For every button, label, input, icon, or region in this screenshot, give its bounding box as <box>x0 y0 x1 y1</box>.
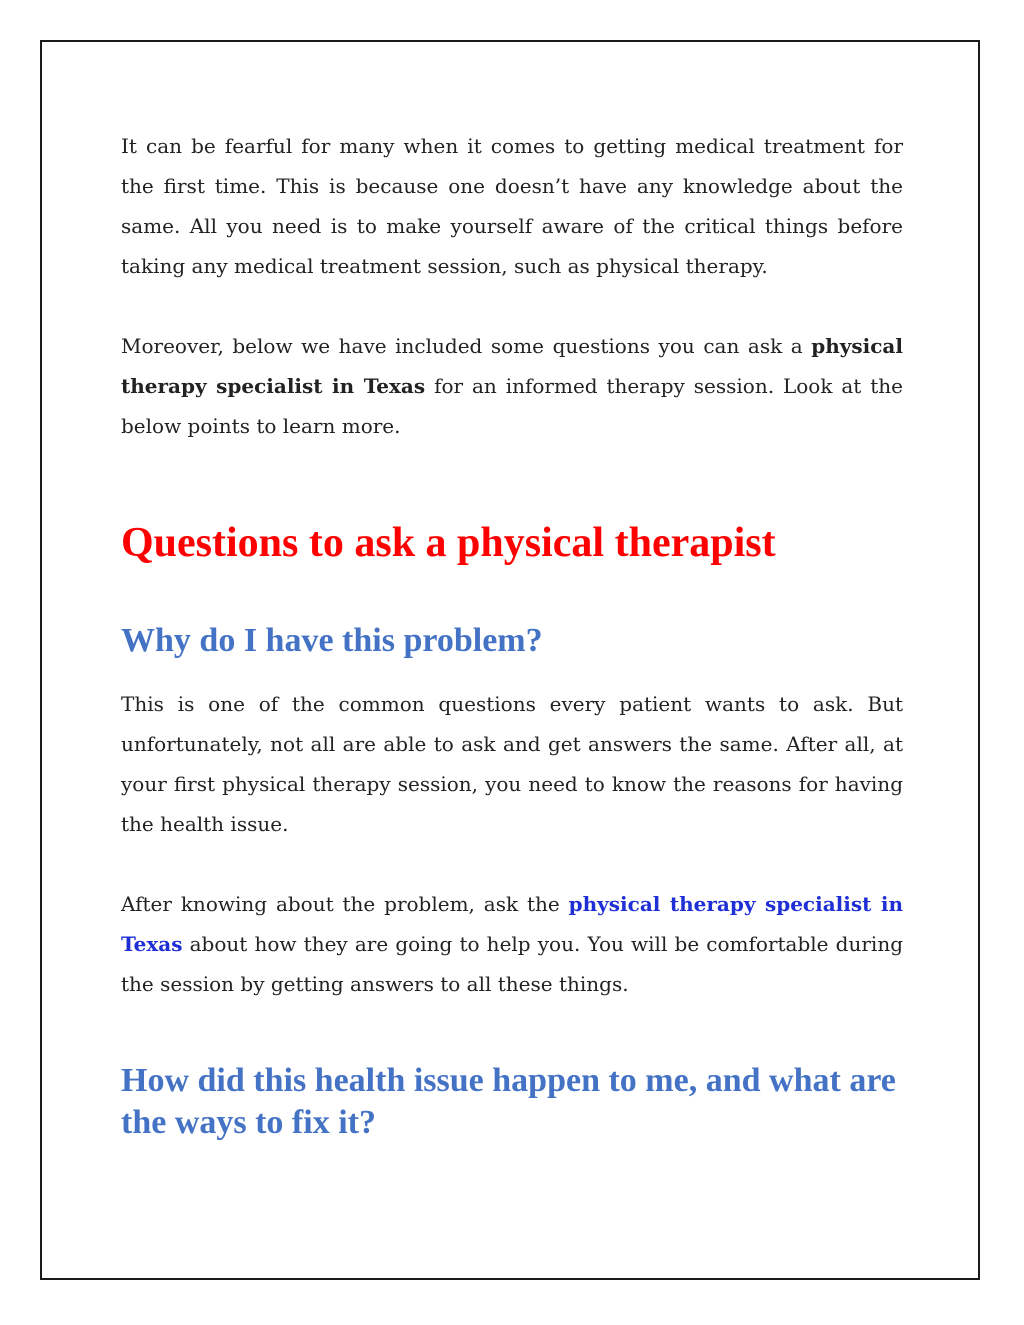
intro-paragraph: It can be fearful for many when it comes to getting medical treatment for the first time. This is because one doesn’t have any knowledge about the same. All you need is to make yourself aware of the critical things before taking any medical treatment session, such as physical therapy. <box>121 134 903 278</box>
section-why-paragraph-1: This is one of the common questions every patient wants to ask. But unfortunately, not all are able to ask and get answers the same. After all, at your first physical therapy session, you need to know the reasons for having the health issue. <box>121 692 903 836</box>
moreover-bold-phrase: physical therapy specialist in Texas <box>121 334 903 398</box>
document-body <box>121 126 903 1144</box>
paragraph-text-end: about how they are going to help you. You will be comfortable during the session by getting answers to all these things. <box>121 932 903 996</box>
moreover-text-end: for an informed therapy session. Look at the below points to learn more. <box>121 374 903 438</box>
moreover-paragraph <box>121 326 903 446</box>
section-heading-why: Why do I have this problem? <box>121 622 543 659</box>
physical-therapy-specialist-link[interactable]: physical therapy specialist in Texas <box>121 892 903 956</box>
section-heading-how: How did this health issue happen to me, and what are the ways to fix it? <box>121 1062 896 1141</box>
moreover-text-start: Moreover, below we have included some questions you can ask a <box>121 334 812 358</box>
section-why-paragraph-2 <box>121 884 903 1004</box>
main-heading: Questions to ask a physical therapist <box>121 520 776 566</box>
paragraph-text-start: After knowing about the problem, ask the <box>121 892 569 916</box>
